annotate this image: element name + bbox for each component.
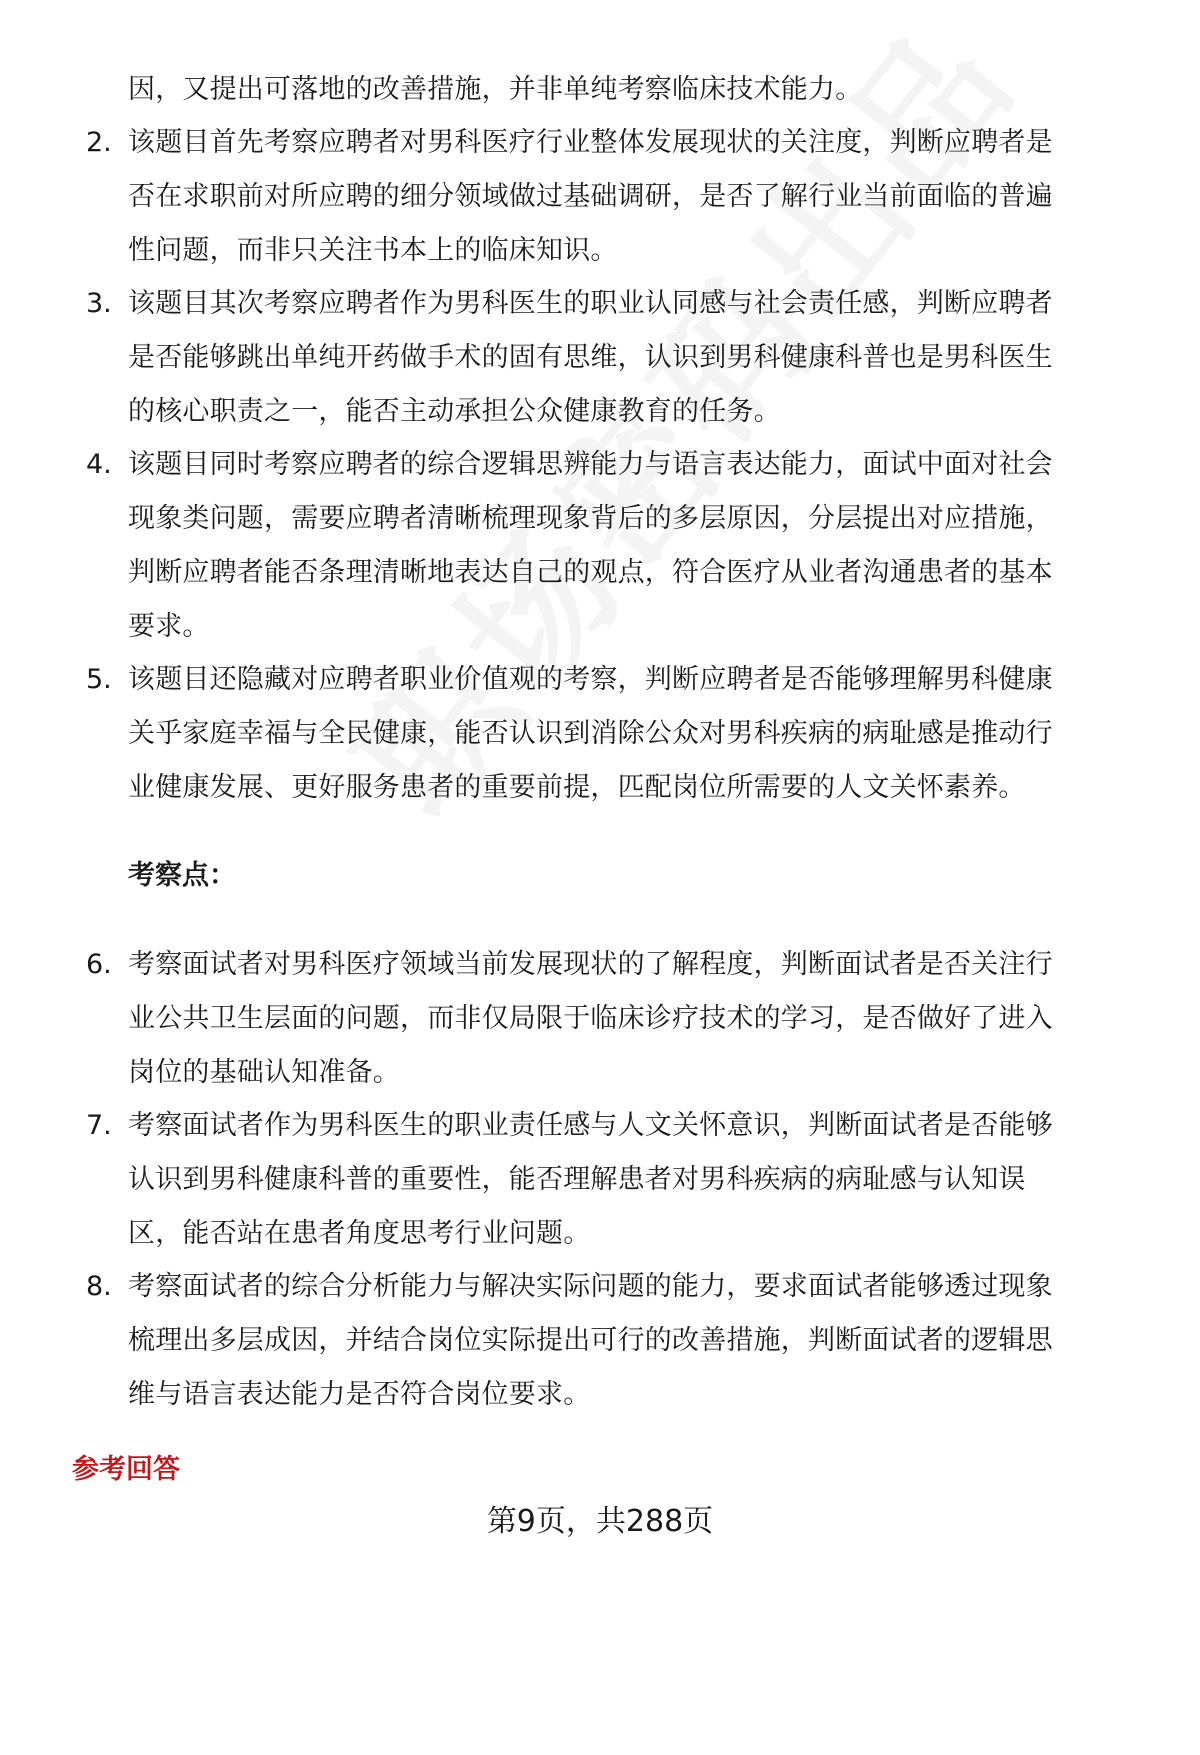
intro-line: 因，又提出可落地的改善措施，并非单纯考察临床技术能力。 xyxy=(128,74,863,105)
section-heading: 考察点： xyxy=(128,860,236,891)
list-item-line: 考察面试者对男科医疗领域当前发展现状的了解程度，判断面试者是否关注行 xyxy=(128,949,1053,980)
list-item-number: 4. xyxy=(86,449,112,480)
list-item-number: 8. xyxy=(86,1271,112,1302)
list-item-line: 的核心职责之一，能否主动承担公众健康教育的任务。 xyxy=(128,396,781,427)
list-item-line: 考察面试者的综合分析能力与解决实际问题的能力，要求面试者能够透过现象 xyxy=(128,1271,1053,1302)
list-item-number: 7. xyxy=(86,1110,112,1141)
list-item-line: 考察面试者作为男科医生的职业责任感与人文关怀意识，判断面试者是否能够 xyxy=(128,1110,1053,1141)
page-number: 第9页，共288页 xyxy=(486,1504,714,1539)
list-item-number: 3. xyxy=(86,288,112,319)
list-item-number: 6. xyxy=(86,949,112,980)
list-item-line: 业健康发展、更好服务患者的重要前提，匹配岗位所需要的人文关怀素养。 xyxy=(128,772,1026,803)
list-item-line: 业公共卫生层面的问题，而非仅局限于临床诊疗技术的学习，是否做好了进入 xyxy=(128,1003,1053,1034)
list-item-line: 判断应聘者能否条理清晰地表达自己的观点，符合医疗从业者沟通患者的基本 xyxy=(128,557,1053,588)
list-item-line: 认识到男科健康科普的重要性，能否理解患者对男科疾病的病耻感与认知误 xyxy=(128,1164,1026,1195)
list-item-line: 该题目其次考察应聘者作为男科医生的职业认同感与社会责任感，判断应聘者 xyxy=(128,288,1053,319)
list-item-line: 梳理出多层成因，并结合岗位实际提出可行的改善措施，判断面试者的逻辑思 xyxy=(128,1325,1053,1356)
list-item-line: 现象类问题，需要应聘者清晰梳理现象背后的多层原因，分层提出对应措施， xyxy=(128,503,1053,534)
reference-answer-heading: 参考回答 xyxy=(72,1454,180,1485)
list-item-line: 性问题，而非只关注书本上的临床知识。 xyxy=(128,235,618,266)
list-item-line: 该题目同时考察应聘者的综合逻辑思辨能力与语言表达能力，面试中面对社会 xyxy=(128,449,1053,480)
list-item-line: 该题目还隐藏对应聘者职业价值观的考察，判断应聘者是否能够理解男科健康 xyxy=(128,664,1053,695)
list-item-line: 区，能否站在患者角度思考行业问题。 xyxy=(128,1218,591,1249)
list-item-line: 维与语言表达能力是否符合岗位要求。 xyxy=(128,1379,591,1410)
list-item-line: 要求。 xyxy=(128,611,210,642)
list-item-number: 2. xyxy=(86,127,112,158)
list-item-line: 该题目首先考察应聘者对男科医疗行业整体发展现状的关注度，判断应聘者是 xyxy=(128,127,1053,158)
list-item-line: 关乎家庭幸福与全民健康，能否认识到消除公众对男科疾病的病耻感是推动行 xyxy=(128,718,1053,749)
list-item-line: 是否能够跳出单纯开药做手术的固有思维，认识到男科健康科普也是男科医生 xyxy=(128,342,1053,373)
list-item-number: 5. xyxy=(86,664,112,695)
list-item-line: 岗位的基础认知准备。 xyxy=(128,1057,400,1088)
list-item-line: 否在求职前对所应聘的细分领域做过基础调研，是否了解行业当前面临的普遍 xyxy=(128,181,1053,212)
